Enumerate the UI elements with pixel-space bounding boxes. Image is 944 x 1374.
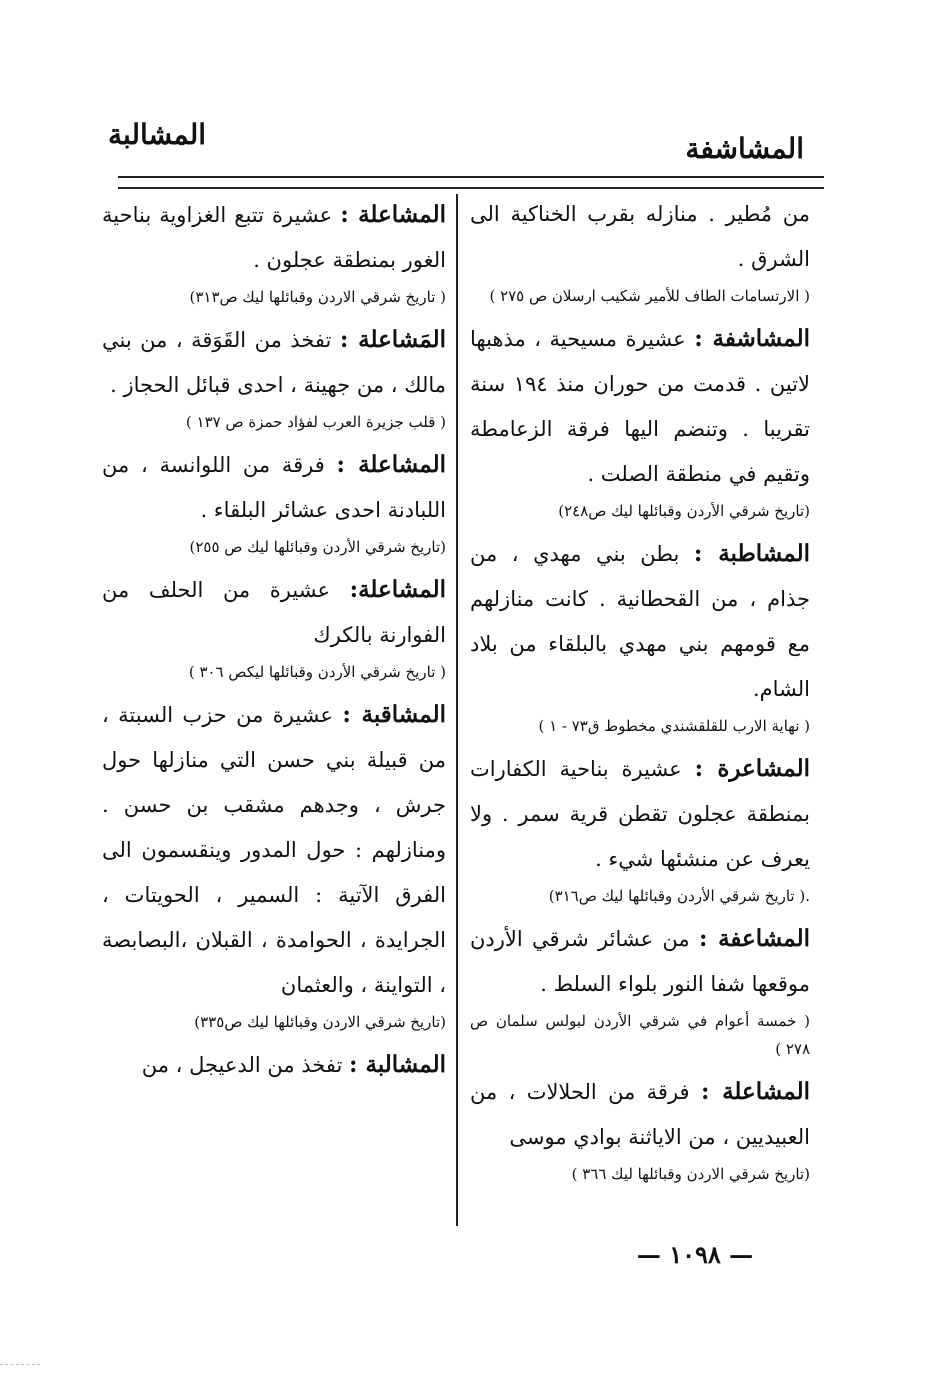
page-number: — ١٠٩٨ — <box>636 1240 754 1269</box>
header-rule-bottom <box>118 187 824 189</box>
entry-reference: ( الارتسامات الطاف للأمير شكيب ارسلان ص ٢٧٥ ) <box>489 287 810 305</box>
entry-text: المشاعلة : فرقة من الحلالات ، من العبيديين ، من الاياثنة بوادي موسى <box>470 1078 810 1149</box>
entry-term: المشاقبة : <box>342 701 446 728</box>
entry-term: المشاطبة : <box>693 540 811 567</box>
left-column <box>102 192 446 1088</box>
entry-reference: ( خمسة أعوام في شرقي الأردن لبولس سلمان ص ٢٧٨ ) <box>470 1012 810 1058</box>
entry-term: المشاعلة : <box>340 201 446 228</box>
entry-text: المشاعلة: عشيرة من الحلف من الفوارنة بالكرك <box>102 576 446 647</box>
left-running-header: المشالبة <box>108 118 206 151</box>
entry-term: المشاعفة : <box>698 925 810 952</box>
entry-text: المَشاعلة : تفخذ من القَوَقة ، من بني مالك ، من جهينة ، احدى قبائل الحجاز . <box>102 326 447 397</box>
entry-text: المشاقبة : عشيرة من حزب السبتة ، من قبيلة بني حسن التي منازلها حول جرش ، وجدهم مشقب بن حسن . ومنازلهم : حول المدور وينقسمون الى الفرق الآتية : السمير ، الحويتات ، الجرايدة ، الحوامدة ، القبلان ،البصابصة ، التواينة ، والعثمان <box>102 701 446 997</box>
entry-text: المشاشفة : عشيرة مسيحية ، مذهبها لاتين . قدمت من حوران منذ ١٩٤ سنة تقريبا . وتنضم اليها فرقة الزعامطة وتقيم في منطقة الصلت . <box>470 325 811 486</box>
entry-term: المشاعلة : <box>336 451 446 478</box>
right-running-header: المشاشفة <box>685 132 804 165</box>
entry-reference: .( تاريخ شرقي الأردن وقبائلها ليك ص٣١٦) <box>548 887 810 905</box>
entry-reference: ( قلب جزيرة العرب لفؤاد حمزة ص ١٣٧ ) <box>185 413 446 431</box>
column-divider <box>456 194 458 1226</box>
entry-text: المشالبة : تفخذ من الدعيجل ، من <box>141 1051 446 1078</box>
entry-reference: ( نهاية الارب للقلقشندي مخطوط ق٧٣ - ١ ) <box>538 717 810 735</box>
entry-term: المَشاعلة : <box>339 326 447 353</box>
entry-term: المشاعرة : <box>694 755 810 782</box>
entry-term: المشاشفة : <box>694 325 810 352</box>
right-column <box>470 192 810 1194</box>
entry-reference: (تاريخ شرقي الأردن وقبائلها ليك ص ٢٥٥) <box>189 538 446 556</box>
header-rule-top <box>118 176 824 178</box>
entry-reference: (تاريخ شرقي الاردن وقبائلها ليك ص٣٣٥) <box>194 1013 446 1031</box>
entry-text: المشاعلة : فرقة من اللوانسة ، من اللبادنة احدى عشائر البلقاء . <box>102 451 446 522</box>
entry-reference: (تاريخ شرقي الاردن وقبائلها ليك ٣٦٦ ) <box>571 1165 810 1183</box>
entry-text: المشاعفة : من عشائر شرقي الأردن موقعها شفا النور بلواء السلط . <box>470 925 810 996</box>
entry-text: المشاعرة : عشيرة بناحية الكفارات بمنطقة عجلون تقطن قرية سمر . ولا يعرف عن منشئها شيء . <box>470 755 810 871</box>
entry-text: المشاطبة : بطن بني مهدي ، من جذام ، من القحطانية . كانت منازلهم مع قومهم بني مهدي بالبلقاء من بلاد الشام. <box>470 540 811 701</box>
entry-term: المشاعلة : <box>700 1078 810 1105</box>
entry-reference: (تاريخ شرقي الأردن وقبائلها ليك ص٢٤٨) <box>558 502 810 520</box>
entry-text: المشاعلة : عشيرة تتبع الغزاوية بناحية الغور بمنطقة عجلون . <box>102 201 446 272</box>
entry-term: المشاعلة: <box>349 576 446 603</box>
scan-edge-mark <box>0 1364 40 1365</box>
entry-term: المشالبة : <box>349 1051 446 1078</box>
entry-reference: ( تاريخ شرقي الاردن وقبائلها ليك ص٣١٣) <box>189 288 446 306</box>
entry-reference: ( تاريخ شرقي الأردن وقبائلها ليكص ٣٠٦ ) <box>188 663 446 681</box>
entry-text: من مُطير . منازله بقرب الخناكية الى الشرق . <box>470 202 810 271</box>
